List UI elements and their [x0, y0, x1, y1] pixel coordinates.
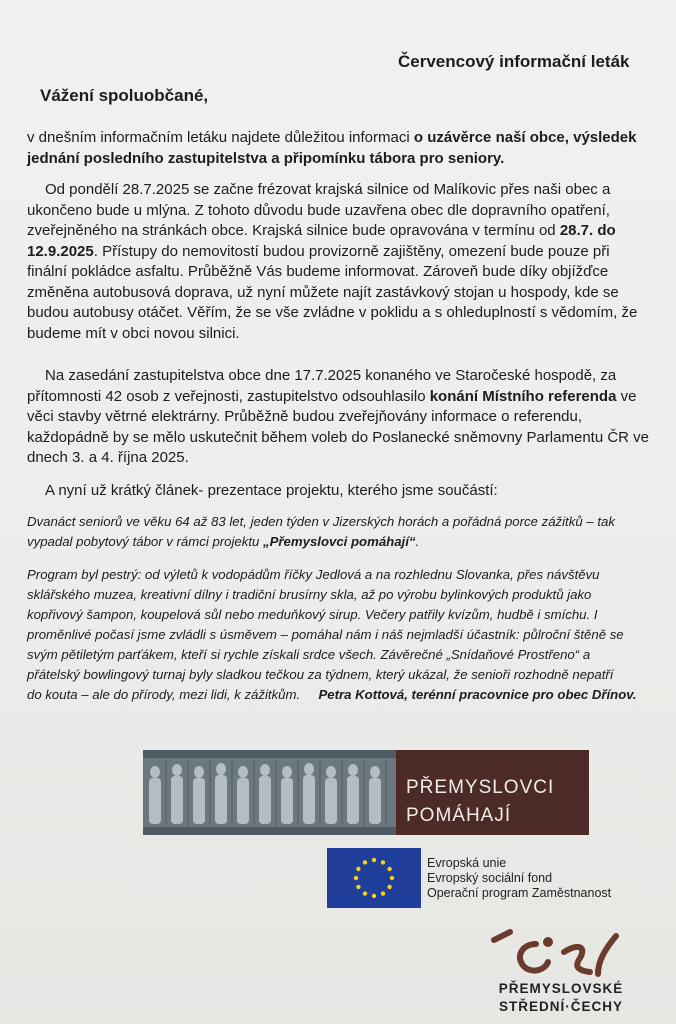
council-line: věci stavby větrné elektrárny. Průběžně budou zveřejňovány informace o referendu, [27, 408, 583, 425]
eu-flag-icon [327, 848, 421, 908]
council-line: přítomnosti 42 osob z veřejnosti, zastupitelstvo odsouhlasilo [27, 387, 430, 405]
ps-line2: STŘEDNÍ·ČECHY [498, 999, 623, 1014]
leaflet-title: Červencový informační leták [398, 52, 630, 71]
eu-line3: Operační program Zaměstnanost [427, 886, 612, 900]
article-line: přátelský bowlingový turnaj byly sladkou tečkou za týdnem, který ukázal, že senioři rozhodně nepatří [27, 667, 614, 682]
pp-line2: POMÁHAJÍ [406, 805, 512, 826]
eu-stars [354, 858, 394, 898]
intro-text: v dnešním informačním letáku najdete důležitou informaci [27, 129, 414, 146]
article-paragraph-1 [27, 512, 667, 552]
pp-line1: PŘEMYSLOVCI [406, 777, 555, 798]
council-paragraph [27, 366, 667, 469]
greeting: Vážení spoluobčané, [40, 86, 209, 105]
road-line: Od pondělí 28.7.2025 se začne frézovat krajská silnice od Malíkovic přes naši obec a [45, 181, 611, 198]
article-line: . [415, 534, 420, 549]
article-line: svým pětiletým parťákem, kteří si rychle získali srdce všech. Závěrečné „Snídaňové Prostřeno“ a [27, 647, 591, 662]
article-line: sklářského muzea, kreativní dílny i tradiční brusírny skla, až po výrobu bylinkových produktů jako [27, 587, 592, 602]
article-line: kopřivový šampon, koupelová sůl nebo meduňkový sirup. Večery patřily kvízům, hudbě i smíchu. I [27, 607, 598, 622]
council-line: každopádně by se mělo uskutečnit během voleb do Poslanecké sněmovny Parlamentu ČR ve [27, 428, 650, 446]
author-signature: Petra Kottová, terénní pracovnice pro obec Dřínov. [318, 687, 637, 702]
road-line: . Přístupy do nemovitostí budou provizorně zajištěny, omezení bude pouze při [93, 242, 610, 260]
article-paragraph-2 [27, 565, 667, 705]
article-intro [27, 481, 498, 502]
ps-line1: PŘEMYSLOVSKÉ [498, 981, 624, 996]
road-line: ukončeno bude u mlýna. Z tohoto důvodu bude uzavřena obec dle dopravního opatření, [27, 201, 610, 219]
road-date-bold: 12.9.2025 [27, 242, 94, 260]
premyslovci-pomahaji-logo [143, 750, 589, 835]
council-line: dnech 3. a 4. října 2025. [27, 449, 189, 466]
article-line: Dvanáct seniorů ve věku 64 až 83 let, jeden týden v Jizerských horách a pořádná porce zážitků – tak [27, 514, 615, 529]
road-line: zveřejněného na stránkách obce. Krajská silnice bude opravována v termínu od [27, 222, 560, 239]
article-line: vypadal pobytový tábor v rámci projektu [27, 534, 264, 549]
intro-bold-line2: jednání posledního zastupitelstva a připomínku tábora pro seniory. [27, 149, 505, 167]
road-line: budeme mít v obci novou silnici. [27, 324, 240, 342]
eu-line2: Evropský sociální fond [427, 871, 553, 885]
eu-funding-text [427, 856, 611, 901]
article-line: proměnlivé počasí jsme zvládli s úsměvem – pomáhal nám i náš nejmladší účastník: půlroční štěně se [27, 627, 624, 642]
frieze-image [143, 750, 396, 835]
intro-paragraph [27, 128, 647, 169]
road-line: budou autobusy otáčet. Věřím, že se vše zvládne v poklidu a s ohleduplností s vědomím, že [27, 304, 638, 321]
road-line: změněna autobusová doprava, už nyní můžete najít zastávkový stojan u hospody, kde se [27, 283, 619, 301]
premyslovci-logo-text [396, 750, 589, 835]
article-intro-text: A nyní už krátký článek- prezentace projektu, kterého jsme součástí: [45, 482, 498, 499]
article-line: Program byl pestrý: od výletů k vodopádům říčky Jedlová a na rozhlednu Slovanka, přes návštěvu [27, 567, 600, 582]
road-paragraph [27, 180, 667, 344]
intro-bold: o uzávěrce naší obce, výsledek [413, 129, 637, 146]
eu-line1: Evropská unie [427, 856, 507, 870]
article-line: do kouta – ale do přírody, mezi lidi, k zážitkům. [27, 687, 301, 702]
council-line: ve [616, 387, 637, 405]
road-line: finální pokládce asfaltu. Průběžně Vás budeme informovat. Zároveň bude díky objížďce [27, 263, 609, 280]
ps-logo-text [491, 980, 631, 1016]
road-date-bold: 28.7. do [559, 222, 616, 239]
council-line: Na zasedání zastupitelstva obce dne 17.7.2025 konaného ve Staročeské hospodě, za [45, 367, 617, 384]
referendum-bold: konání Místního referenda [429, 387, 617, 405]
project-name-bold: „Přemyslovci pomáhají“ [263, 534, 416, 549]
